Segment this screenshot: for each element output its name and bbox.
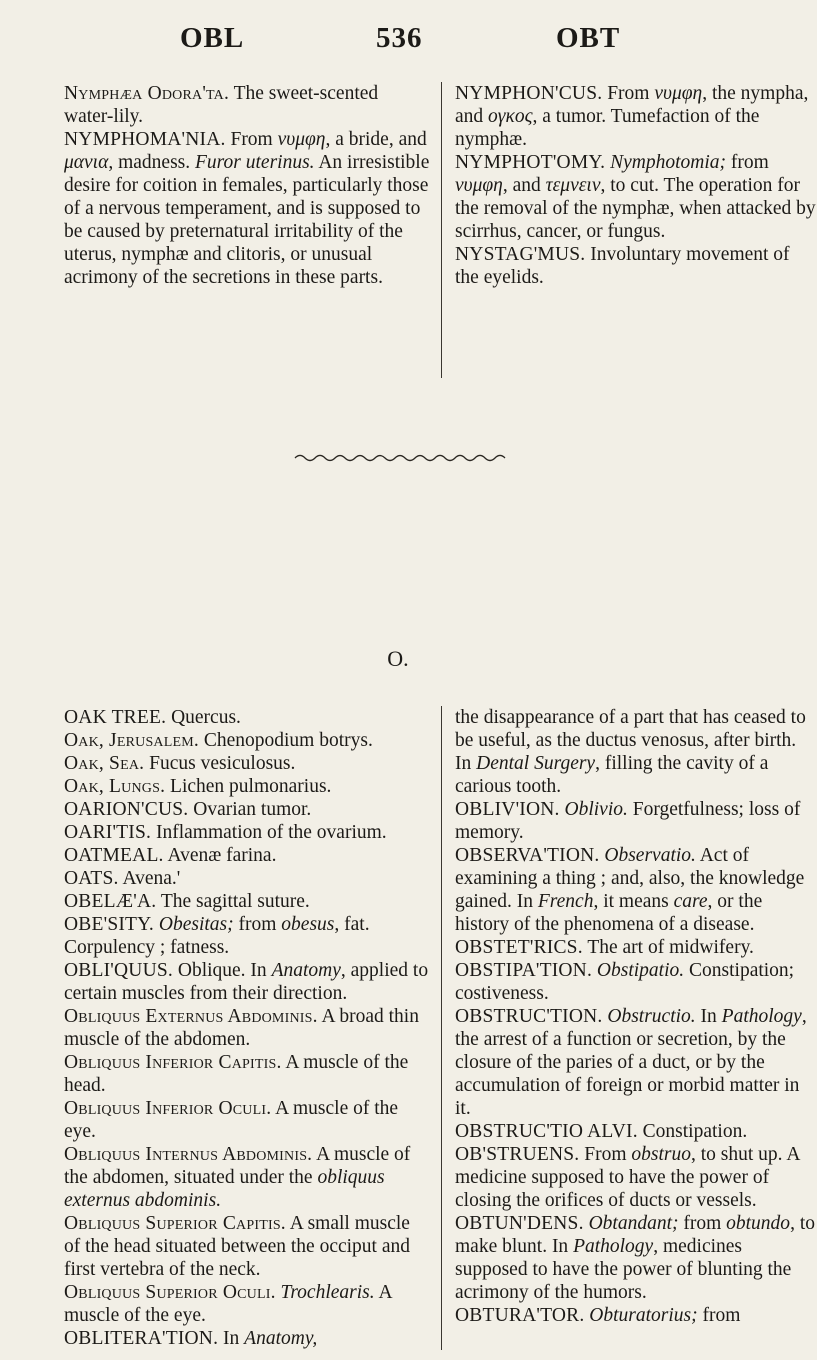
right-column [455,706,817,1327]
entry-obliteration [64,1327,430,1350]
latin-term: obtundo [726,1213,791,1234]
definition-text: from [678,1213,727,1234]
entry-oak-sea [64,752,430,775]
latin-term: Nymphotomia; [605,152,726,173]
definition-text: Oblique. In [172,960,272,981]
definition-text: , fat. Corpulency ; fatness. [64,914,370,958]
definition-text: A muscle of the abdomen, situated under the [64,1144,411,1188]
definition: A muscle of the eye. [64,1098,399,1142]
headword: Oak, Sea. [64,753,145,774]
headword: OARION'CUS. [64,799,189,820]
entry-nymphomania [64,128,430,289]
entry-obstruens [455,1143,817,1212]
definition-text: , applied to certain muscles from their direction. [64,960,429,1004]
entry-obstruction [455,1005,817,1120]
definition-text: , it means [593,891,674,912]
definition-text: , the arrest of a function or secretion, by the closure of the paries of a duct, or by the accumulation of foreign or morbid matter in it. [455,1006,807,1119]
running-head-left: OBL [180,22,245,54]
headword: OBSTIPA'TION. [455,960,593,981]
column-divider [441,82,442,378]
greek-term: τεμνειν [545,175,601,196]
definition-text: , to shut up. A medicine supposed to have the power of closing the orifices of ducts or vessels. [455,1144,800,1211]
headword: OBE'SITY. [64,914,155,935]
latin-term: Pathology [721,1006,802,1027]
entry-obliquus-superior-capitis [64,1212,430,1281]
definition: A small muscle of the head situated between the occiput and first vertebra of the neck. [64,1213,410,1280]
entry-oatmeal [64,844,430,867]
definition-text: In [695,1006,722,1027]
headword: OB'STRUENS. [455,1144,580,1165]
entry-oblivion [455,798,817,844]
running-head-right: OBT [556,22,621,54]
definition: Ovarian tumor. [188,799,312,820]
definition: Constipation. [637,1121,748,1142]
left-column [64,706,430,1350]
entry-obliquus-inferior-capitis [64,1051,430,1097]
latin-term: Anatomy, [244,1328,318,1349]
entry-oak-tree [64,706,430,729]
latin-term: obesus [281,914,335,935]
definition-text: the disappearance of a part that has ceased to be useful, as the ductus venosus, after birth. In [455,707,806,774]
entry-obliteration-continued [455,706,817,798]
latin-term: obstruo [631,1144,691,1165]
wavy-rule-ornament [295,452,505,464]
headword: OATMEAL. [64,845,164,866]
section-letter-text: O. [387,646,409,671]
definition-text: Act of examining a thing ; and, also, the knowledge gained. In [455,845,805,912]
headword: OBLI'QUUS. [64,960,173,981]
definition-text: , a bride, and [325,129,427,150]
entry-obstetrics [455,936,817,959]
greek-term: νυμφη [455,175,503,196]
definition: Quercus. [166,707,241,728]
definition: The sagittal suture. [156,891,310,912]
definition: A muscle of the head. [64,1052,409,1096]
latin-term: Obesitas; [154,914,234,935]
entry-nymphaea-odorata [64,82,430,128]
headword: OAK TREE. [64,707,167,728]
definition-text: Forgetfulness; loss of memory. [455,799,801,843]
definition: Inflammation of the ovarium. [151,822,387,843]
definition-text: From [225,129,278,150]
greek-term: νυμφη [277,129,326,150]
definition-text: , the nympha, and [455,83,809,127]
entry-oarioncus [64,798,430,821]
headword: OBLITERA'TION. [64,1328,219,1349]
definition-text: from [697,1305,741,1326]
definition-text: from [725,152,769,173]
headword: Oak, Jerusalem. [64,730,199,751]
definition: Avena.' [118,868,181,889]
definition-text: From [579,1144,632,1165]
headword: Oak, Lungs. [64,776,166,797]
latin-term: obliquus externus abdominis. [64,1167,385,1211]
headword: Obliquus Internus Abdominis. [64,1144,313,1165]
entry-obturator [455,1304,817,1327]
entry-obstructio-alvi [455,1120,817,1143]
definition-text: A muscle of the eye. [64,1282,392,1326]
entry-oak-jerusalem [64,729,430,752]
definition: Involuntary movement of the eyelids. [455,244,790,288]
definition: Chenopodium botrys. [198,730,373,751]
definition: Fucus vesiculosus. [144,753,296,774]
entry-obliquus [64,959,430,1005]
latin-term: care [673,891,708,912]
headword: OBLIV'ION. [455,799,560,820]
latin-term: Obturatorius; [584,1305,698,1326]
headword: Obliquus Superior Capitis. [64,1213,286,1234]
definition-text: , madness. [108,152,195,173]
entry-observation [455,844,817,936]
latin-term: Obtandant; [583,1213,679,1234]
definition: The sweet-scented water-lily. [64,83,379,127]
headword: NYMPHOMA'NIA. [64,129,226,150]
headword: OBSTRUC'TION. [455,1006,603,1027]
definition-text: , to make blunt. In [455,1213,815,1257]
definition-text: , medicines supposed to have the power of blunting the acrimony of the humors. [455,1236,792,1303]
entry-obliquus-externus-abdominis [64,1005,430,1051]
latin-term: Dental Surgery [476,753,596,774]
entry-nymphoncus [455,82,817,151]
headword: OBSERVA'TION. [455,845,600,866]
entry-nystagmus [455,243,817,289]
definition-text: In [218,1328,245,1349]
entry-oaritis [64,821,430,844]
headword: OBELÆ'A. [64,891,157,912]
headword: OATS. [64,868,119,889]
latin-term: Anatomy [271,960,341,981]
definition-text: , a tumor. Tumefaction of the nymphæ. [455,106,760,150]
headword: NYSTAG'MUS. [455,244,586,265]
entry-nymphotomy [455,151,817,243]
headword: Obliquus Superior Oculi. [64,1282,276,1303]
greek-term: νυμφη [654,83,703,104]
headword: Obliquus Inferior Oculi. [64,1098,272,1119]
section-letter [0,646,800,672]
definition-text: , and [502,175,546,196]
latin-term: Obstipatio. [592,960,685,981]
definition: Avenæ farina. [163,845,277,866]
headword: Nymphæa Odora'ta. [64,83,230,104]
greek-term: ογκος [488,106,533,127]
definition-text: , to cut. The operation for the removal of the nymphæ, when attacked by scirrhus, cancer, or fungus. [455,175,816,242]
headword: Obliquus Externus Abdominis. [64,1006,318,1027]
top-left-column [64,82,430,289]
latin-term: Pathology [573,1236,654,1257]
entry-obelaea [64,890,430,913]
top-right-column [455,82,817,289]
latin-term: Obstructio. [602,1006,696,1027]
headword: OBTUN'DENS. [455,1213,584,1234]
greek-term: μανια [64,152,109,173]
definition-text: , filling the cavity of a carious tooth. [455,753,769,797]
entry-obesity [64,913,430,959]
definition-text: An irresistible desire for coition in females, particularly those of a nervous temperament, and is supposed to be caused by preternatural irritability of the uterus, nymphæ and clitoris, or unusual acrimony of the secretions in these parts. [64,152,430,288]
entry-obliquus-inferior-oculi [64,1097,430,1143]
definition-text: Constipation; costiveness. [455,960,795,1004]
entry-obtundens [455,1212,817,1304]
headword: OBTURA'TOR. [455,1305,585,1326]
latin-term: Furor uterinus. [195,152,315,173]
definition: Lichen pulmonarius. [165,776,332,797]
entry-oats [64,867,430,890]
entry-oak-lungs [64,775,430,798]
definition-text: From [602,83,655,104]
column-divider [441,706,442,1350]
page-number: 536 [376,22,423,54]
latin-term: Trochlearis. [275,1282,375,1303]
entry-obliquus-internus-abdominis [64,1143,430,1212]
headword: OBSTET'RICS. [455,937,583,958]
headword: OARI'TIS. [64,822,152,843]
wavy-line-icon [295,452,505,464]
headword: Obliquus Inferior Capitis. [64,1052,282,1073]
headword: NYMPHOT'OMY. [455,152,606,173]
headword: NYMPHON'CUS. [455,83,603,104]
definition-text: , or the history of the phenomena of a disease. [455,891,763,935]
running-head [0,22,800,62]
definition: A broad thin muscle of the abdomen. [64,1006,419,1050]
latin-term: Observatio. [599,845,696,866]
latin-term: Oblivio. [559,799,628,820]
latin-term: French [537,891,594,912]
definition: The art of midwifery. [582,937,754,958]
entry-obstipation [455,959,817,1005]
definition-text: from [233,914,282,935]
headword: OBSTRUC'TIO ALVI. [455,1121,638,1142]
entry-obliquus-superior-oculi [64,1281,430,1327]
